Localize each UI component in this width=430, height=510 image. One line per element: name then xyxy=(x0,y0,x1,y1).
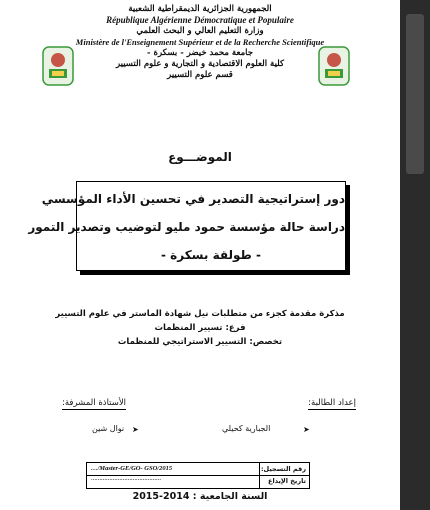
header-republic-ar: الجمهورية الجزائرية الديمقراطية الشعبية xyxy=(128,4,272,14)
registration-date-row xyxy=(87,475,309,487)
thesis-title-box xyxy=(28,181,346,271)
supervisor-bullet-icon: ➤ xyxy=(132,425,139,434)
academic-year: السنة الجامعية : 2014-2015 xyxy=(132,491,268,502)
student-bullet-icon: ➤ xyxy=(303,425,310,434)
registration-date-value: …………………………………… xyxy=(91,477,161,482)
scrollbar-thumb[interactable] xyxy=(406,14,424,174)
student-name: الجبارية كحيلي xyxy=(222,424,271,433)
subject-label: الموضـــوع xyxy=(168,150,232,164)
supervisor-name: نوال شين xyxy=(92,424,125,433)
header-faculty-ar: كلية العلوم الاقتصادية و التجارية و علوم التسيير xyxy=(115,59,284,69)
thesis-title-line-1: دور إستراتيجية التصدير في تحسين الأداء المؤسسي xyxy=(41,192,345,206)
registration-date-label: تاريخ الإيداع xyxy=(268,477,306,485)
thesis-title-line-3: - طولقة بسكرة - xyxy=(161,248,261,262)
thesis-branch: فرع: تسيير المنظمات xyxy=(154,323,246,333)
student-label: إعداد الطالبة: xyxy=(308,398,356,408)
registration-number-label: رقم التسجيل: xyxy=(260,465,306,473)
thesis-title-line-2: دراسة حالة مؤسسة حمود مليو لتوضيب وتصدير التمور xyxy=(28,220,345,234)
header-republic-fr: République Algérienne Démocratique et Populaire xyxy=(106,15,294,25)
header-ministry-ar: وزارة التعليم العالي و البحث العلمي xyxy=(136,26,264,36)
registration-number-value: …/Master-GE/GO- GSO/2015 xyxy=(91,465,173,472)
thesis-description: مذكرة مقدمة كجزء من متطلبات نيل شهادة الماستر في علوم التسيير xyxy=(55,309,345,319)
header-department-ar: قسم علوم التسيير xyxy=(167,70,233,80)
header-university-ar: جامعة محمد خيضر - بسكرة - xyxy=(147,48,253,58)
header-ministry-fr: Ministère de l'Enseignement Supérieur et de la Recherche Scientifique xyxy=(75,37,325,47)
vertical-scrollbar[interactable] xyxy=(400,0,430,510)
supervisor-label: الأستاذة المشرفة: xyxy=(62,398,127,408)
registration-box xyxy=(86,462,310,489)
thesis-specialty: تخصص: التسيير الاستراتيجي للمنظمات xyxy=(117,337,283,347)
